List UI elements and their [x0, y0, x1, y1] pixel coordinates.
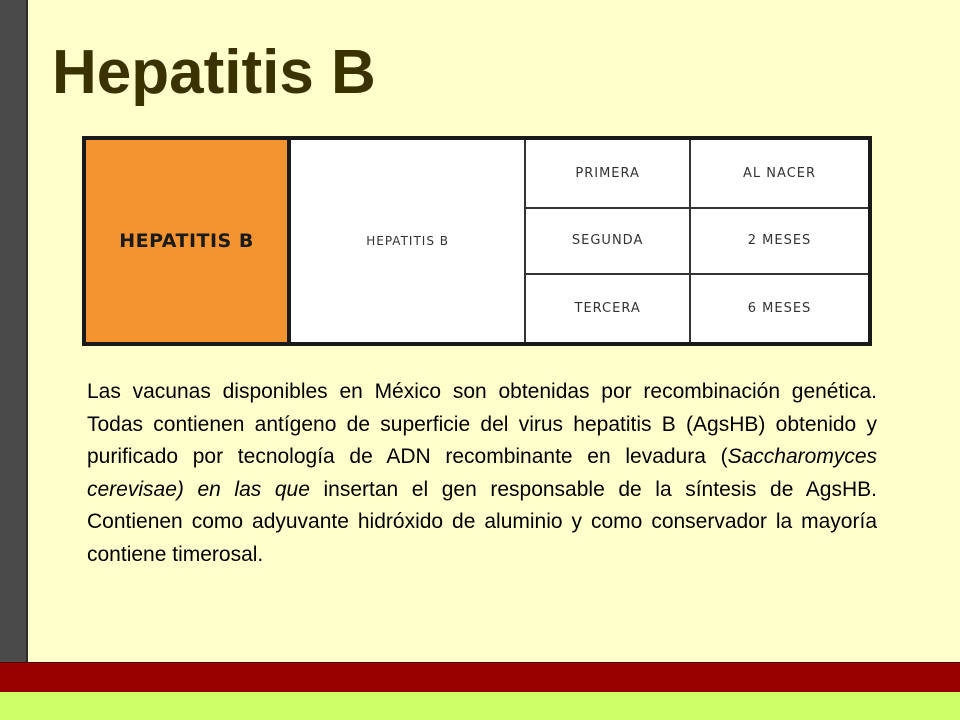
body-text-italic: Saccharomyces cerevisae) en las que — [87, 445, 877, 501]
table-row — [84, 138, 870, 208]
bottom-red-band — [0, 662, 960, 693]
dose-cell: SEGUNDA — [525, 208, 690, 274]
body-paragraph — [87, 376, 877, 571]
dose-cell: TERCERA — [525, 274, 690, 344]
disease-cell: HEPATITIS B — [84, 138, 289, 344]
vaccine-cell: HEPATITIS B — [289, 138, 525, 344]
age-cell: AL NACER — [690, 138, 870, 208]
bottom-green-band — [0, 692, 960, 720]
dose-cell: PRIMERA — [525, 138, 690, 208]
age-cell: 6 MESES — [690, 274, 870, 344]
vaccine-schedule-table — [82, 136, 872, 346]
body-text-part1: Las vacunas disponibles en México son obtenidas por recombinación genética. Todas contienen antígeno de superficie del virus hepatitis B (AgsHB) obtenido y purificado por tecnología de ADN recombinante en levadura ( — [87, 380, 877, 468]
left-decorative-bar — [0, 0, 26, 662]
age-cell: 2 MESES — [690, 208, 870, 274]
body-text-part2: insertan el gen responsable de la síntesis de AgsHB. Contienen como adyuvante hidróxido de aluminio y como conservador la mayoría contiene timerosal. — [87, 477, 877, 566]
slide-title: Hepatitis B — [52, 38, 376, 107]
left-bar-edge — [26, 0, 28, 662]
